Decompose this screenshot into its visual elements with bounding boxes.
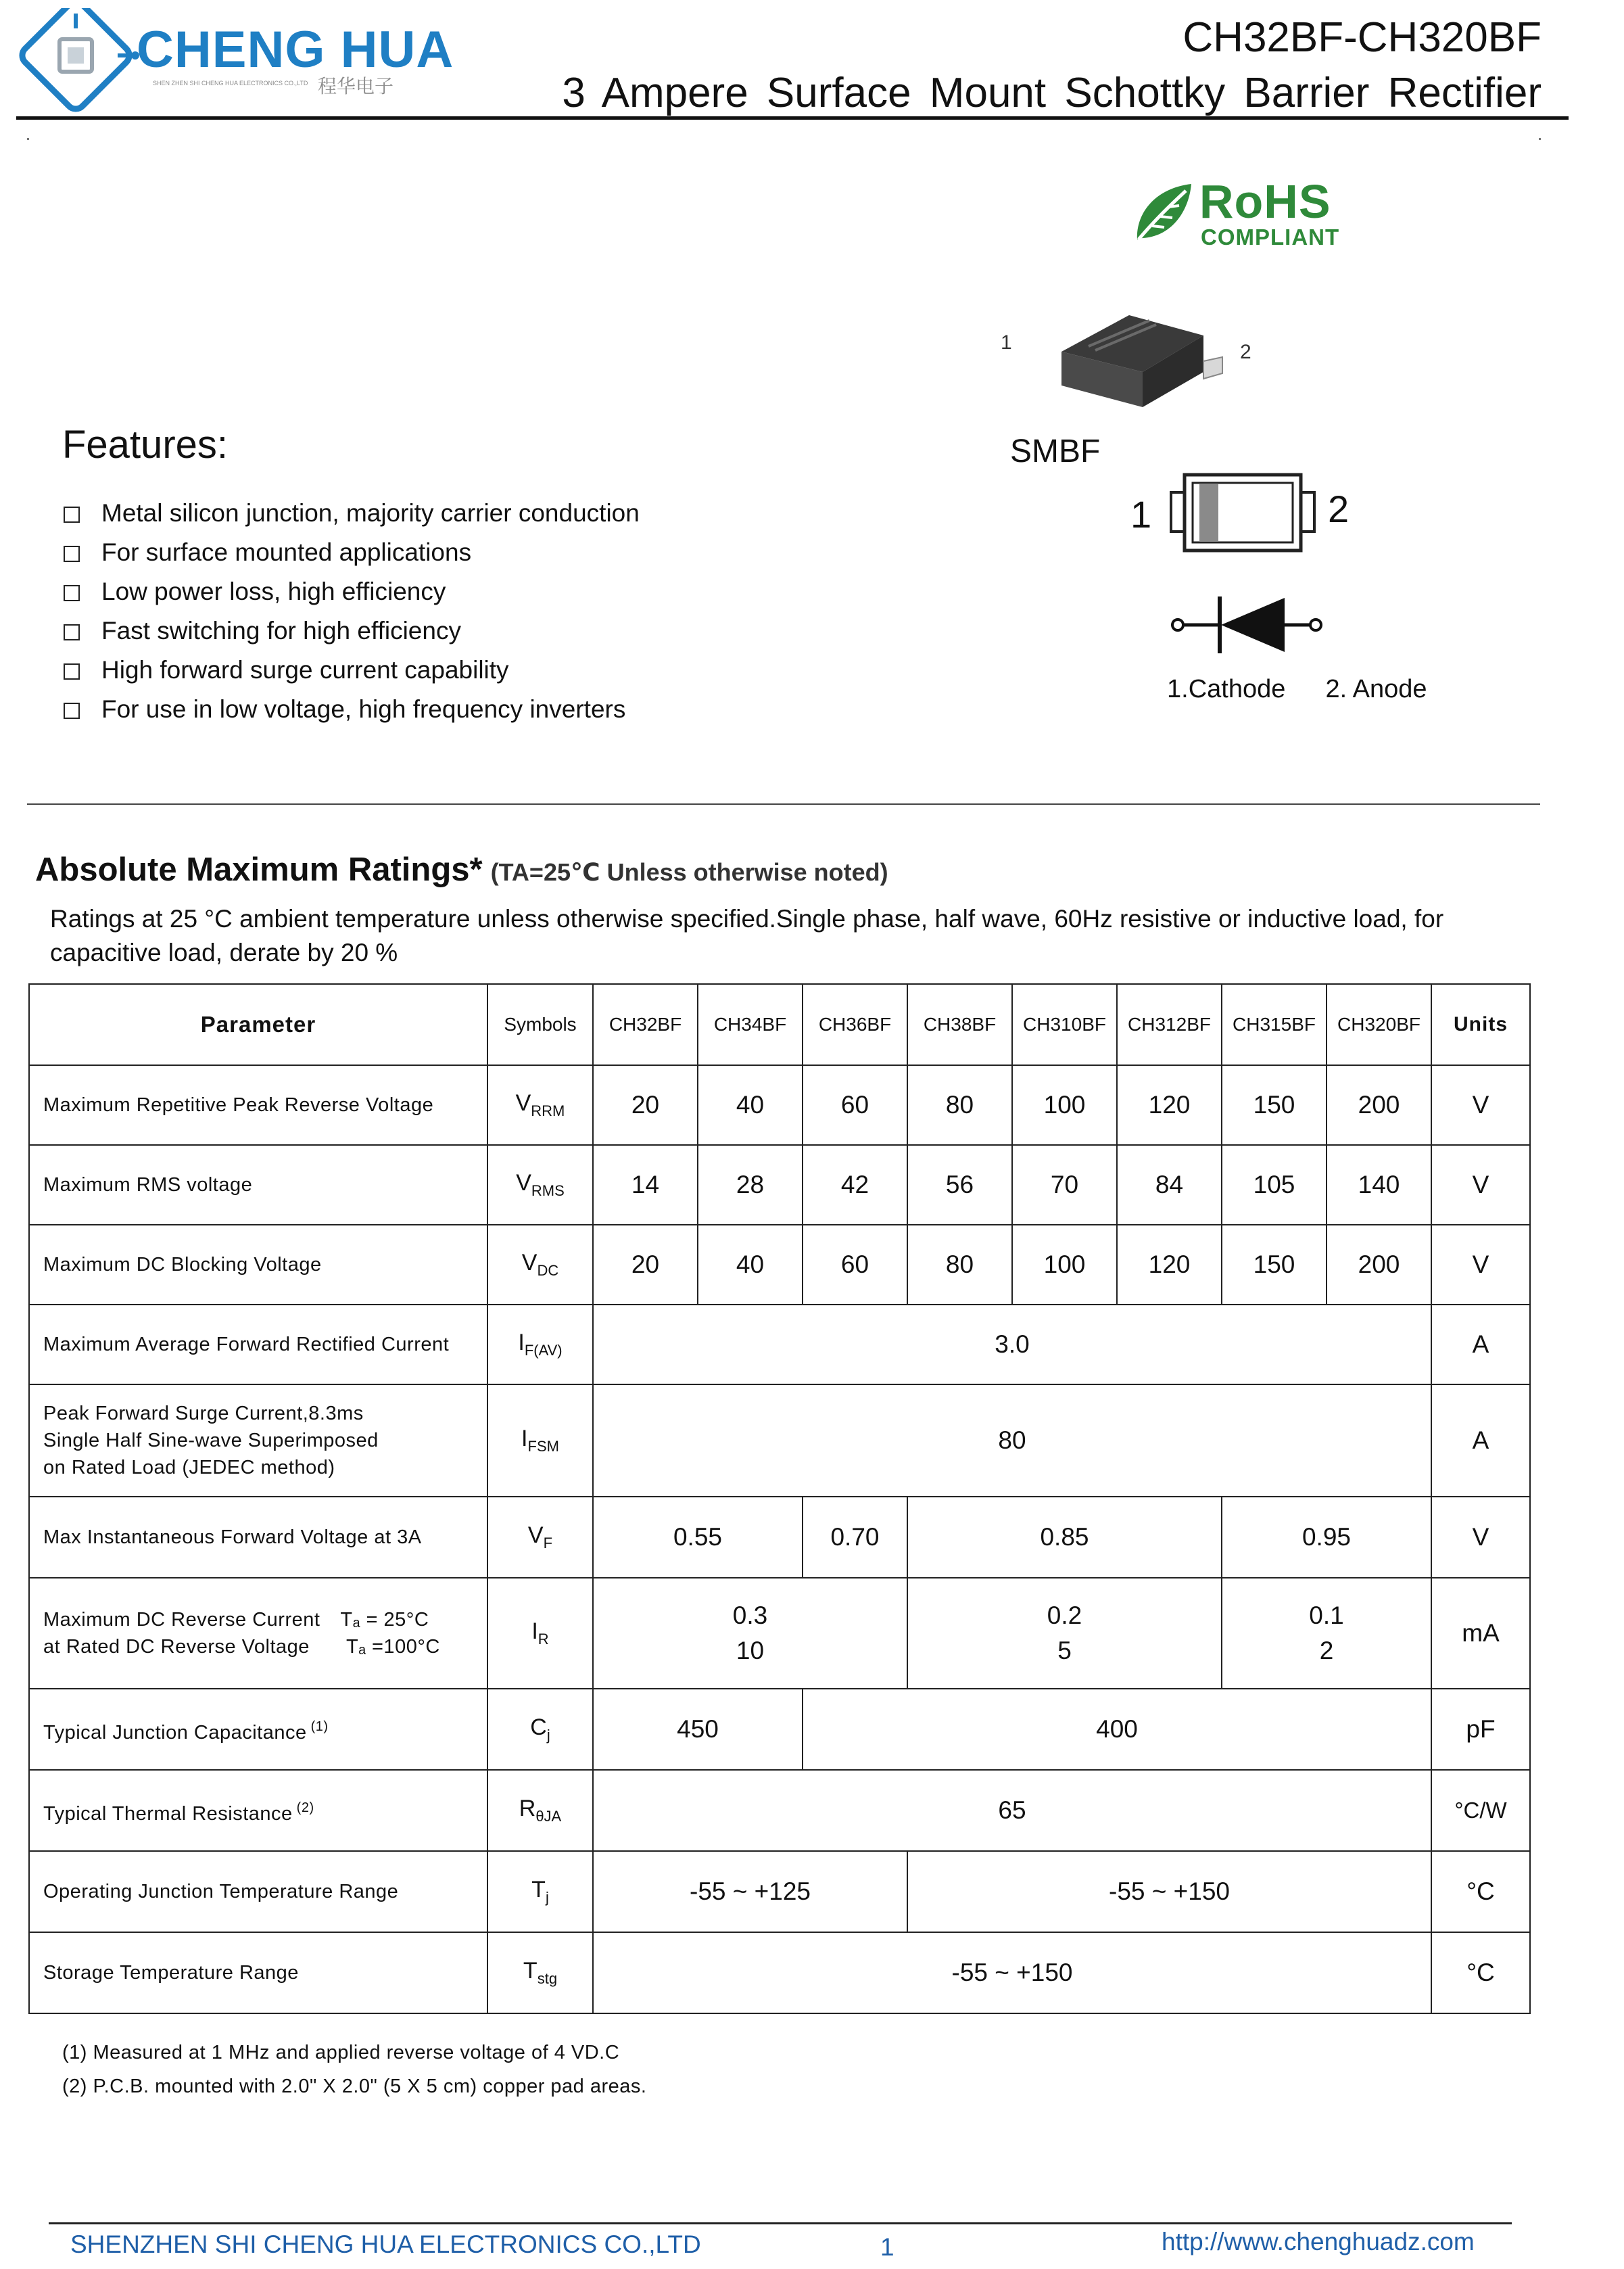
header-part: CH320BF [1327,984,1431,1065]
param-cell: Typical Junction Capacitance $^{(1)}$ [29,1689,487,1770]
param-cell: Maximum RMS voltage [29,1145,487,1225]
outline-pin2-label: 2 [1328,488,1350,530]
anode-label: 2. Anode [1325,675,1427,703]
param-cell: Max Instantaneous Forward Voltage at 3A [29,1497,487,1578]
leaf-icon [1129,179,1197,246]
value-cell: 84 [1117,1145,1222,1225]
ratings-condition: (TA=25℃ Unless otherwise noted) [490,858,888,886]
value-cell: 150 [1222,1065,1327,1145]
param-cell: Maximum Average Forward Rectified Current [29,1305,487,1384]
value-cell: 56 [907,1145,1012,1225]
header-parameter: Parameter [29,984,487,1065]
value-cell: 3.0 [593,1305,1431,1384]
value-cell: 42 [803,1145,907,1225]
corner-mark [1539,138,1541,140]
param-cell: Maximum Repetitive Peak Reverse Voltage [29,1065,487,1145]
value-cell: 40 [698,1225,803,1305]
brand-subtitle-en: SHEN ZHEN SHI CHENG HUA ELECTRONICS CO.,LTD [153,80,308,87]
footnote-1: (1) Measured at 1 MHz and applied reverse voltage of 4 VD.C [62,2042,620,2063]
checkbox-icon [64,703,80,719]
table-row [29,1145,1530,1225]
unit-cell: °C [1431,1932,1530,2013]
param-cell: Operating Junction Temperature Range [29,1851,487,1932]
chip-logo-icon [16,8,145,116]
header-part: CH312BF [1117,984,1222,1065]
unit-cell: A [1431,1305,1530,1384]
value-cell: 80 [907,1225,1012,1305]
value-cell: 70 [1012,1145,1117,1225]
table-row [29,1770,1530,1851]
header-units: Units [1431,984,1530,1065]
header-part: CH38BF [907,984,1012,1065]
features-heading: Features: [62,423,228,467]
header-part: CH315BF [1222,984,1327,1065]
feature-item: Low power loss, high efficiency [64,572,640,611]
unit-cell: mA [1431,1578,1530,1689]
value-cell: 80 [593,1384,1431,1497]
value-cell: 100 [1012,1065,1117,1145]
unit-cell: °C [1431,1851,1530,1932]
value-cell: 40 [698,1065,803,1145]
cathode-label: 1.Cathode [1167,675,1286,703]
value-cell: 100 [1012,1225,1117,1305]
rohs-compliant-label: COMPLIANT [1201,225,1340,250]
symbol-cell: $R_{\theta JA}$ [487,1770,593,1851]
rohs-label: RoHS [1199,175,1331,228]
symbol-cell: $T_{stg}$ [487,1932,593,2013]
package-name: SMBF [1010,434,1101,469]
value-cell: -55 ~ +125 [593,1851,907,1932]
footer-url-link[interactable]: http://www.chenghuadz.com [1162,2228,1475,2255]
brand-subtitle-cn: 程华电子 [318,76,394,97]
header-part: CH32BF [593,984,698,1065]
footer-company: SHENZHEN SHI CHENG HUA ELECTRONICS CO.,LTD [70,2230,701,2258]
document-title: 3 Ampere Surface Mount Schottky Barrier Rectifier [562,70,1542,116]
table-row [29,1065,1530,1145]
unit-cell: pF [1431,1689,1530,1770]
value-cell: 450 [593,1689,803,1770]
unit-cell: V [1431,1065,1530,1145]
section-divider [27,803,1540,805]
features-list [64,494,640,729]
value-cell: -55 ~ +150 [593,1932,1431,2013]
checkbox-icon [64,585,80,601]
symbol-cell: $T_j$ [487,1851,593,1932]
table-row [29,1497,1530,1578]
value-cell: 60 [803,1065,907,1145]
symbol-cell: $I_{FSM}$ [487,1384,593,1497]
symbol-cell: $C_j$ [487,1689,593,1770]
checkbox-icon [64,624,80,640]
table-row [29,1225,1530,1305]
diode-symbol-icon [1170,588,1325,663]
value-cell: 14 [593,1145,698,1225]
brand-name: CHENG HUA [137,21,454,78]
ratings-title: Absolute Maximum Ratings* (TA=25℃ Unless otherwise noted) [35,851,888,888]
part-number-range: CH32BF-CH320BF [1183,14,1542,61]
table-row [29,1851,1530,1932]
unit-cell: A [1431,1384,1530,1497]
feature-item: Fast switching for high efficiency [64,611,640,651]
feature-item: For use in low voltage, high frequency inverters [64,690,640,729]
unit-cell: V [1431,1225,1530,1305]
package-pin2-label: 2 [1240,341,1251,363]
rohs-badge [1129,174,1372,249]
value-cell: 60 [803,1225,907,1305]
value-cell: 20 [593,1225,698,1305]
table-row [29,1384,1530,1497]
header-part: CH36BF [803,984,907,1065]
value-cell: 0.70 [803,1497,907,1578]
package-pin1-label: 1 [1001,331,1012,354]
symbol-cell: $V_{DC}$ [487,1225,593,1305]
value-cell: 20 [593,1065,698,1145]
param-cell: Maximum DC Blocking Voltage [29,1225,487,1305]
pin-legend [1167,675,1427,704]
value-cell: 105 [1222,1145,1327,1225]
symbol-cell: $V_F$ [487,1497,593,1578]
ratings-note: Ratings at 25 °C ambient temperature unless otherwise specified.Single phase, half wave, 60Hz resistive or inductive load, for capacitive load, derate by 20 % [50,905,1444,966]
symbol-cell: $I_{F(AV)}$ [487,1305,593,1384]
value-cell: 0.85 [907,1497,1222,1578]
footnotes [62,2036,646,2103]
symbol-cell: $V_{RRM}$ [487,1065,593,1145]
value-cell: 65 [593,1770,1431,1851]
ratings-table [28,983,1531,2014]
param-cell: Peak Forward Surge Current,8.3ms Single Half Sine-wave Superimposed on Rated Load (JEDEC method) [29,1384,487,1497]
table-row [29,1932,1530,2013]
value-cell: 0.2 5 [907,1578,1222,1689]
param-cell: Storage Temperature Range [29,1932,487,2013]
corner-mark [27,138,29,140]
symbol-cell: $V_{RMS}$ [487,1145,593,1225]
value-cell: 0.1 2 [1222,1578,1431,1689]
unit-cell: V [1431,1145,1530,1225]
value-cell: 0.3 10 [593,1578,907,1689]
value-cell: 120 [1117,1225,1222,1305]
param-cell: Maximum DC Reverse Current Tₐ = 25°C at Rated DC Reverse Voltage Tₐ =100°C [29,1578,487,1689]
checkbox-icon [64,663,80,680]
package-outline-drawing [1168,468,1317,563]
table-row [29,1305,1530,1384]
feature-item: Metal silicon junction, majority carrier conduction [64,494,640,533]
value-cell: 200 [1327,1065,1431,1145]
value-cell: 400 [803,1689,1431,1770]
table-header-row [29,984,1530,1065]
footnote-2: (2) P.C.B. mounted with 2.0" X 2.0" (5 X 5 cm) copper pad areas. [62,2076,647,2097]
header-symbols: Symbols [487,984,593,1065]
value-cell: 0.95 [1222,1497,1431,1578]
value-cell: 0.55 [593,1497,803,1578]
table-row [29,1578,1530,1689]
value-cell: 120 [1117,1065,1222,1145]
header-part: CH34BF [698,984,803,1065]
footer-divider [49,2222,1512,2224]
value-cell: -55 ~ +150 [907,1851,1431,1932]
unit-cell: V [1431,1497,1530,1578]
value-cell: 140 [1327,1145,1431,1225]
value-cell: 28 [698,1145,803,1225]
page-number: 1 [880,2233,894,2261]
feature-item: For surface mounted applications [64,533,640,572]
symbol-cell: $I_R$ [487,1578,593,1689]
checkbox-icon [64,507,80,523]
value-cell: 80 [907,1065,1012,1145]
table-row [29,1689,1530,1770]
value-cell: 150 [1222,1225,1327,1305]
smbf-package-image [987,291,1258,426]
feature-item: High forward surge current capability [64,651,640,690]
checkbox-icon [64,546,80,562]
header-part: CH310BF [1012,984,1117,1065]
outline-pin1-label: 1 [1130,493,1152,536]
unit-cell: °C/W [1431,1770,1530,1851]
header-divider [16,116,1569,120]
value-cell: 200 [1327,1225,1431,1305]
param-cell: Typical Thermal Resistance $^{(2)}$ [29,1770,487,1851]
